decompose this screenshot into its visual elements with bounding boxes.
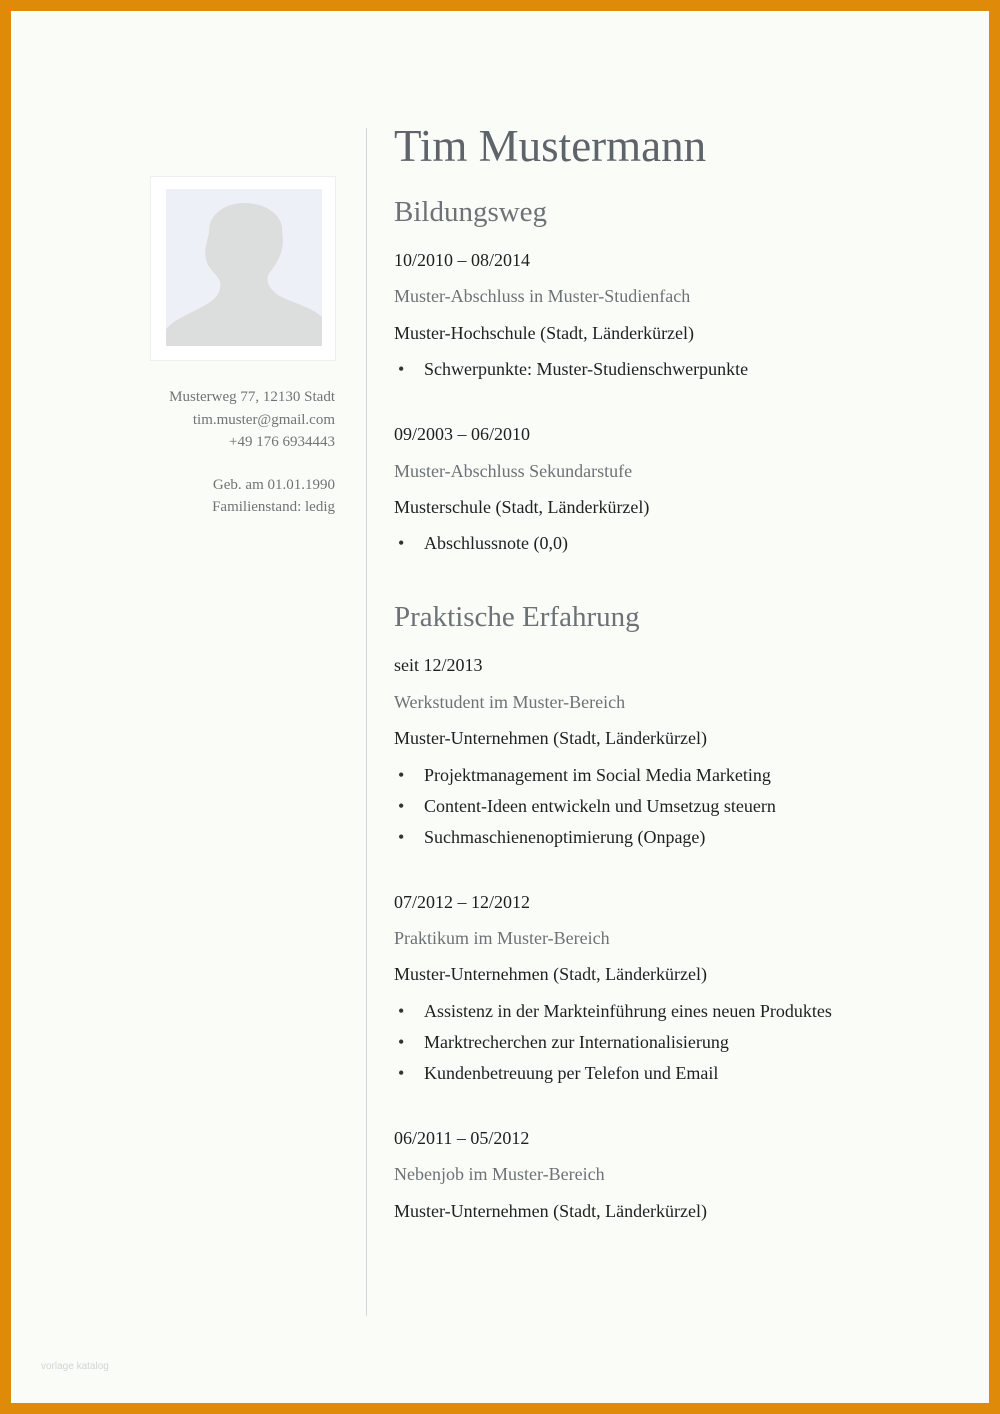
experience-entries bbox=[394, 647, 954, 1229]
watermark: vorlage katalog bbox=[41, 1361, 109, 1372]
education-entries bbox=[394, 242, 954, 556]
cv-entry bbox=[394, 242, 954, 382]
contact-block bbox=[169, 386, 335, 519]
main-column bbox=[394, 111, 954, 1229]
list-item: • Assistenz in der Markteinführung eines neuen Produktes bbox=[394, 998, 954, 1024]
entry-bullets bbox=[394, 762, 954, 850]
section-title-experience: Praktische Erfahrung bbox=[394, 601, 640, 634]
email: tim.muster@gmail.com bbox=[192, 411, 335, 428]
entry-bullets bbox=[394, 356, 954, 382]
profile-photo-frame bbox=[150, 176, 336, 361]
cv-page bbox=[11, 11, 989, 1403]
entry-date: 10/2010 – 08/2014 bbox=[394, 250, 531, 270]
birth-date: Geb. am 01.01.1990 bbox=[212, 476, 335, 493]
person-name: Tim Mustermann bbox=[394, 121, 707, 171]
contact-gap bbox=[169, 454, 335, 474]
entry-organization: Muster-Hochschule (Stadt, Länderkürzel) bbox=[394, 322, 695, 343]
list-item: • Kundenbetreuung per Telefon und Email bbox=[394, 1060, 954, 1086]
entry-bullets bbox=[394, 530, 954, 556]
entry-bullets bbox=[394, 998, 954, 1086]
entry-organization: Muster-Unternehmen (Stadt, Länderkürzel) bbox=[394, 1200, 708, 1221]
list-item: • Marktrecherchen zur Internationalisierung bbox=[394, 1029, 954, 1055]
address: Musterweg 77, 12130 Stadt bbox=[169, 389, 335, 405]
cv-entry bbox=[394, 884, 954, 1086]
entry-role: Nebenjob im Muster-Bereich bbox=[394, 1164, 605, 1185]
entry-role: Werkstudent im Muster-Bereich bbox=[394, 691, 626, 712]
list-item: • Schwerpunkte: Muster-Studienschwerpunkte bbox=[394, 356, 954, 382]
entry-organization: Musterschule (Stadt, Länderkürzel) bbox=[394, 497, 650, 518]
list-item: • Projektmanagement im Social Media Marketing bbox=[394, 762, 954, 788]
entry-date: seit 12/2013 bbox=[394, 655, 483, 676]
cv-entry bbox=[394, 1120, 954, 1229]
entry-organization: Muster-Unternehmen (Stadt, Länderkürzel) bbox=[394, 964, 708, 985]
entry-date: 09/2003 – 06/2010 bbox=[394, 424, 531, 445]
marital-status: Familienstand: ledig bbox=[212, 499, 335, 515]
entry-role: Praktikum im Muster-Bereich bbox=[394, 928, 610, 949]
list-item: • Abschlussnote (0,0) bbox=[394, 530, 954, 556]
column-divider bbox=[366, 128, 367, 1316]
list-item: • Suchmaschienenoptimierung (Onpage) bbox=[394, 824, 954, 850]
entry-date: 07/2012 – 12/2012 bbox=[394, 891, 531, 912]
cv-entry bbox=[394, 647, 954, 849]
list-item: • Content-Ideen entwickeln und Umsetzug steuern bbox=[394, 793, 954, 819]
person-silhouette-icon bbox=[166, 189, 322, 346]
entry-organization: Muster-Unternehmen (Stadt, Länderkürzel) bbox=[394, 728, 708, 749]
phone: +49 176 6934443 bbox=[229, 434, 335, 450]
cv-entry bbox=[394, 416, 954, 556]
entry-role: Muster-Abschluss Sekundarstufe bbox=[394, 460, 633, 481]
entry-date: 06/2011 – 05/2012 bbox=[394, 1127, 530, 1148]
profile-photo bbox=[166, 189, 322, 346]
section-title-education: Bildungsweg bbox=[394, 196, 548, 228]
entry-role: Muster-Abschluss in Muster-Studienfach bbox=[394, 286, 691, 307]
